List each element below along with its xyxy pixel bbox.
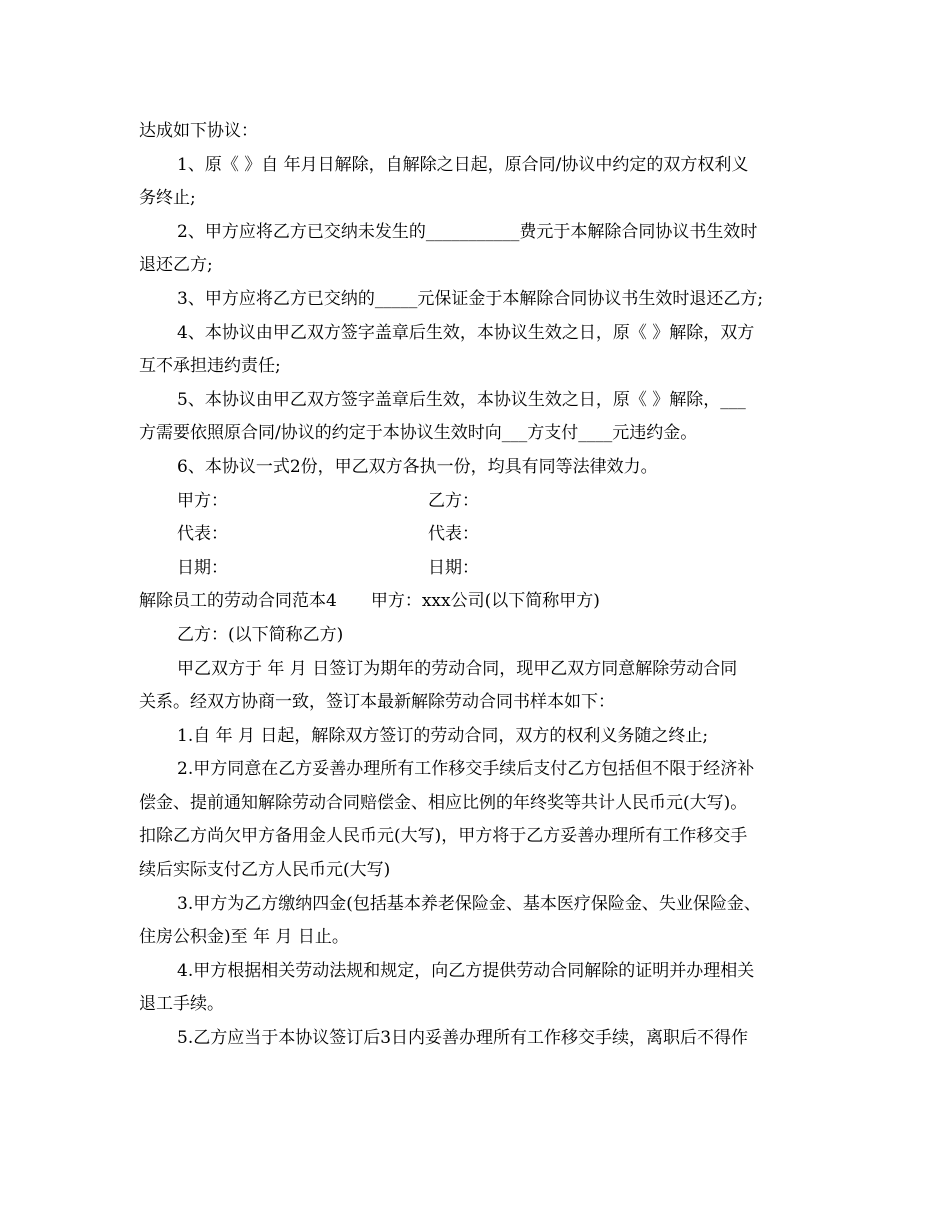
clause-6-line-1: 6、本协议一式2份，甲乙双方各执一份，均具有同等法律效力。 bbox=[177, 456, 658, 477]
date-b-label: 日期： bbox=[428, 557, 479, 578]
sample-4-party-b: 乙方：(以下简称乙方) bbox=[177, 624, 344, 645]
clause-5-line-1: 5、本协议由甲乙双方签字盖章后生效，本协议生效之日，原《 》解除，___ bbox=[177, 389, 746, 410]
sample-4-party-a: 甲方：xxx公司(以下简称甲方) bbox=[370, 591, 600, 612]
clause-5-line-2: 方需要依照原合同/协议的约定于本协议生效时向___方支付____元违约金。 bbox=[139, 423, 698, 444]
signature-row-representative bbox=[139, 518, 829, 552]
rep-b-label: 代表： bbox=[428, 524, 479, 545]
signature-row-party bbox=[139, 485, 829, 519]
preamble-line-1: 甲乙双方于 年 月 日签订为期年的劳动合同，现甲乙双方同意解除劳动合同 bbox=[177, 658, 738, 679]
clause-4-line-1: 4、本协议由甲乙双方签字盖章后生效，本协议生效之日，原《 》解除，双方 bbox=[177, 322, 755, 343]
clause-2-line-1: 2、甲方应将乙方已交纳未发生的___________费元于本解除合同协议书生效时 bbox=[177, 221, 758, 242]
clause-2-line-2: 退还乙方; bbox=[139, 255, 213, 276]
term-4-line-1: 4.甲方根据相关劳动法规和规定，向乙方提供劳动合同解除的证明并办理相关 bbox=[177, 960, 755, 981]
document-body bbox=[139, 115, 829, 1056]
clause-1-line-1: 1、原《 》自 年月日解除，自解除之日起，原合同/协议中约定的双方权利义 bbox=[177, 154, 749, 175]
party-b-label: 乙方： bbox=[428, 490, 479, 511]
party-a-label: 甲方： bbox=[177, 490, 228, 511]
sample-4-heading-line bbox=[139, 585, 829, 619]
clause-3-line-1: 3、甲方应将乙方已交纳的_____元保证金于本解除合同协议书生效时退还乙方; bbox=[177, 288, 764, 309]
preamble-line-2: 关系。经双方协商一致，签订本最新解除劳动合同书样本如下： bbox=[139, 692, 615, 713]
term-1-line-1: 1.自 年 月 日起，解除双方签订的劳动合同，双方的权利义务随之终止; bbox=[177, 725, 709, 746]
term-3-line-1: 3.甲方为乙方缴纳四金(包括基本养老保险金、基本医疗保险金、失业保险金、 bbox=[177, 893, 761, 914]
term-2-line-1: 2.甲方同意在乙方妥善办理所有工作移交手续后支付乙方包括但不限于经济补 bbox=[177, 759, 755, 780]
term-2-line-3: 扣除乙方尚欠甲方备用金人民币元(大写)，甲方将于乙方妥善办理所有工作移交手 bbox=[139, 826, 748, 847]
sample-4-title: 解除员工的劳动合同范本4 bbox=[139, 591, 337, 612]
intro-line: 达成如下协议： bbox=[139, 121, 258, 141]
clause-1-line-2: 务终止; bbox=[139, 188, 196, 209]
date-a-label: 日期： bbox=[177, 557, 228, 578]
term-2-line-4: 续后实际支付乙方人民币元(大写) bbox=[139, 860, 391, 881]
signature-row-date bbox=[139, 552, 829, 586]
term-5-line-1: 5.乙方应当于本协议签订后3日内妥善办理所有工作移交手续，离职后不得作 bbox=[177, 1028, 749, 1049]
term-3-line-2: 住房公积金)至 年 月 日止。 bbox=[139, 927, 349, 948]
term-2-line-2: 偿金、提前通知解除劳动合同赔偿金、相应比例的年终奖等共计人民币元(大写)。 bbox=[139, 792, 748, 813]
clause-4-line-2: 互不承担违约责任; bbox=[139, 356, 281, 377]
rep-a-label: 代表： bbox=[177, 524, 228, 545]
term-4-line-2: 退工手续。 bbox=[139, 994, 224, 1015]
